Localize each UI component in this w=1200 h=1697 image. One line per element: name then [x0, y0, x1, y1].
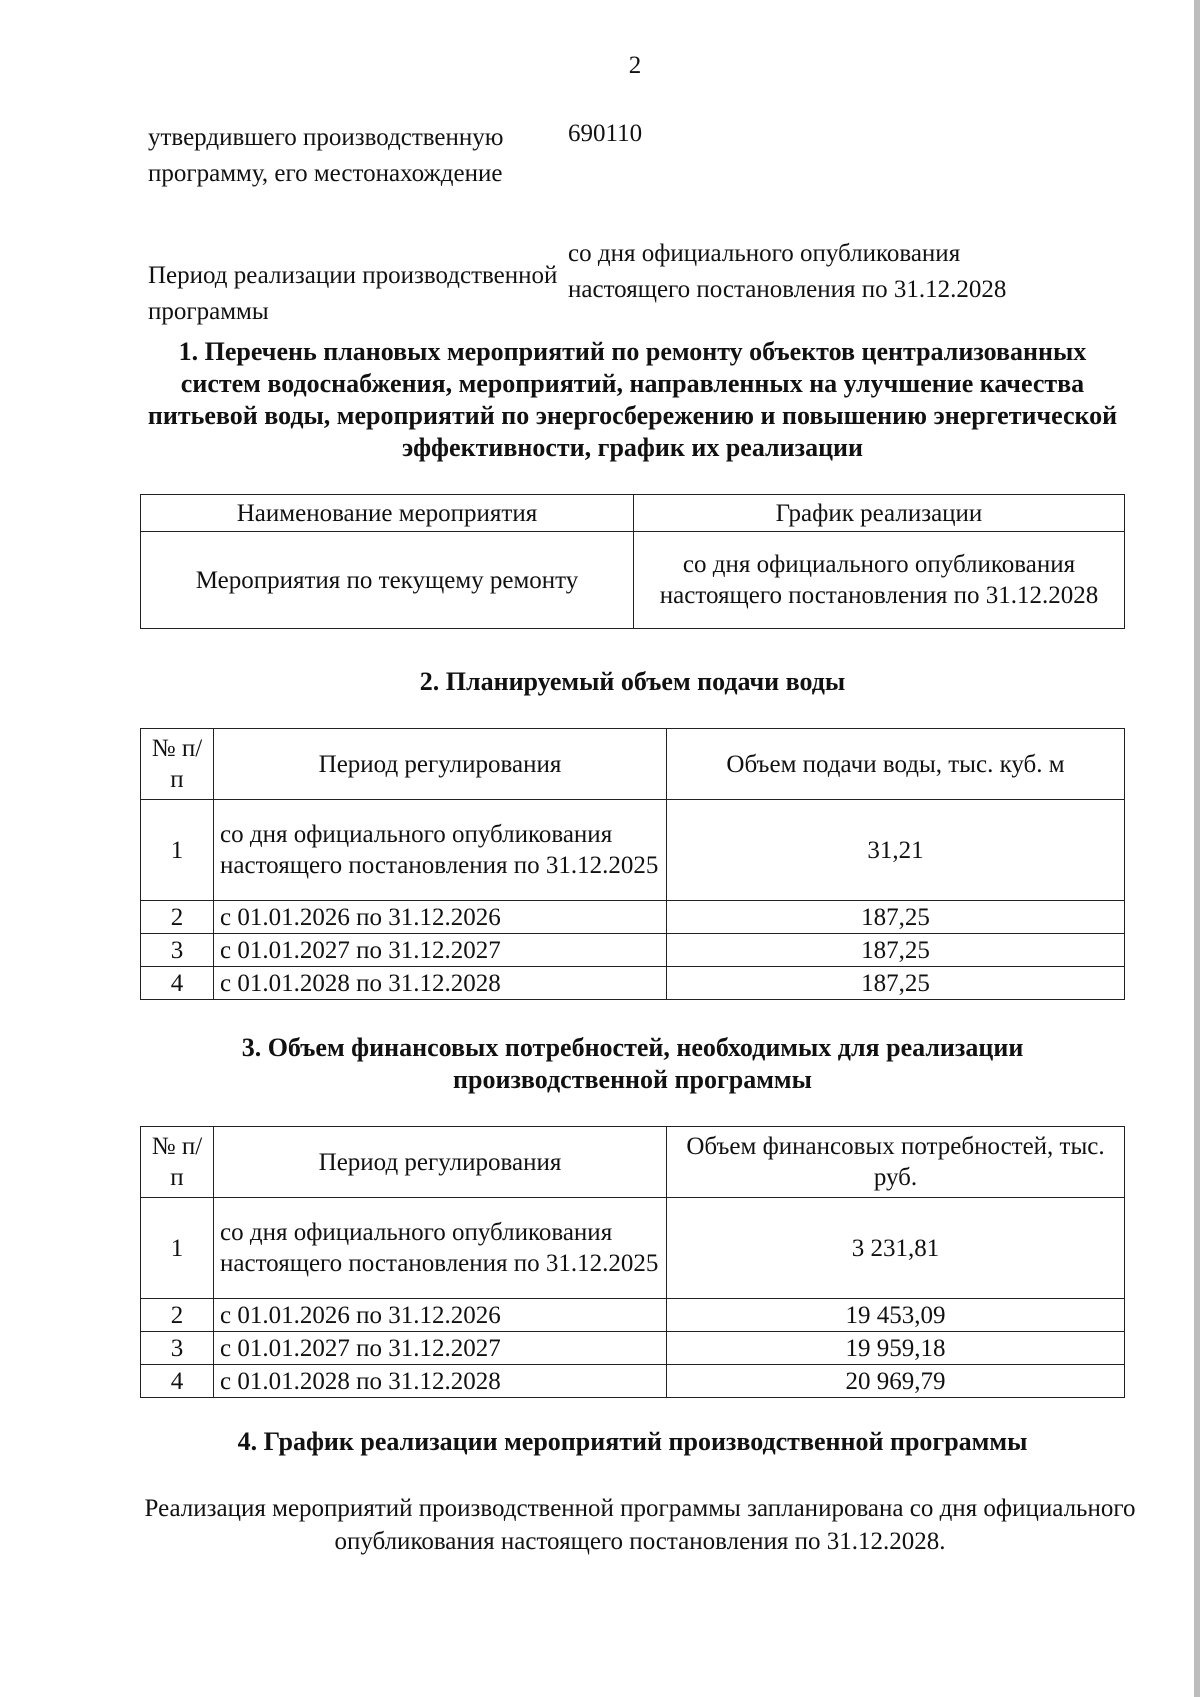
period-label: Период реализации производственной программы	[148, 262, 558, 325]
measure-name: Мероприятия по текущему ремонту	[141, 532, 634, 629]
header-period: Период регулирования	[214, 1127, 667, 1198]
header-number: № п/п	[141, 729, 214, 800]
row-period: с 01.01.2027 по 31.12.2027	[214, 1332, 667, 1365]
row-period: со дня официального опубликования настоящего постановления по 31.12.2025	[214, 800, 667, 901]
row-period: со дня официального опубликования настоящего постановления по 31.12.2025	[214, 1198, 667, 1299]
row-value: 19 959,18	[667, 1332, 1125, 1365]
header-financial-needs: Объем финансовых потребностей, тыс. руб.	[667, 1127, 1125, 1198]
approver-label: утвердившего производственную программу, его местонахождение	[148, 124, 504, 187]
header-period: Период регулирования	[214, 729, 667, 800]
meta-row-approver	[148, 116, 1098, 236]
program-meta	[148, 116, 1098, 330]
row-number: 3	[141, 1332, 214, 1365]
section-3-title: 3. Объем финансовых потребностей, необходимых для реализации производственной программы	[241, 1033, 1024, 1094]
row-number: 1	[141, 1198, 214, 1299]
row-number: 2	[141, 901, 214, 934]
section-measures	[140, 336, 1125, 629]
closing-paragraph: Реализация мероприятий производственной программы запланирована со дня официального опубликования настоящего постановления по 31.12.2028.	[144, 1495, 1136, 1555]
row-number: 2	[141, 1299, 214, 1332]
row-number: 4	[141, 1365, 214, 1398]
section-4-title: 4. График реализации мероприятий производственной программы	[237, 1427, 1028, 1456]
table-row	[141, 1299, 1125, 1332]
table-row	[141, 1332, 1125, 1365]
row-value: 31,21	[667, 800, 1125, 901]
row-value: 187,25	[667, 934, 1125, 967]
period-value: со дня официального опубликования настоящего постановления по 31.12.2028	[568, 240, 1007, 303]
row-number: 3	[141, 934, 214, 967]
table-row	[141, 800, 1125, 901]
table-row	[141, 1198, 1125, 1299]
row-period: с 01.01.2026 по 31.12.2026	[214, 1299, 667, 1332]
row-period: с 01.01.2028 по 31.12.2028	[214, 1365, 667, 1398]
header-measure-name: Наименование мероприятия	[141, 495, 634, 532]
measure-schedule: со дня официального опубликования настоящего постановления по 31.12.2028	[634, 532, 1125, 629]
table-header-row	[141, 1127, 1125, 1198]
table-row	[141, 934, 1125, 967]
water-volume-table	[140, 728, 1125, 1000]
approver-value: 690110	[568, 120, 643, 147]
section-1-title: 1. Перечень плановых мероприятий по ремонту объектов централизованных систем водоснабжения, мероприятий, направленных на улучшение качества питьевой воды, мероприятий по энергосбережению и повышению энергетической эффективности, график их реализации	[147, 337, 1118, 462]
header-number: № п/п	[141, 1127, 214, 1198]
table-header-row	[141, 729, 1125, 800]
row-value: 187,25	[667, 967, 1125, 1000]
header-water-volume: Объем подачи воды, тыс. куб. м	[667, 729, 1125, 800]
header-schedule: График реализации	[634, 495, 1125, 532]
measures-table	[140, 494, 1125, 629]
row-value: 3 231,81	[667, 1198, 1125, 1299]
section-schedule	[140, 1426, 1125, 1458]
row-period: с 01.01.2028 по 31.12.2028	[214, 967, 667, 1000]
financial-needs-table	[140, 1126, 1125, 1398]
row-value: 187,25	[667, 901, 1125, 934]
section-financial-needs	[140, 1032, 1125, 1398]
meta-row-period	[148, 236, 1098, 330]
row-period: с 01.01.2026 по 31.12.2026	[214, 901, 667, 934]
row-value: 20 969,79	[667, 1365, 1125, 1398]
page-number: 2	[628, 52, 642, 79]
scan-edge	[1194, 0, 1200, 1697]
table-row	[141, 532, 1125, 629]
row-value: 19 453,09	[667, 1299, 1125, 1332]
row-number: 4	[141, 967, 214, 1000]
table-row	[141, 901, 1125, 934]
table-row	[141, 1365, 1125, 1398]
row-period: с 01.01.2027 по 31.12.2027	[214, 934, 667, 967]
section-water-volume	[140, 666, 1125, 1000]
section-2-title: 2. Планируемый объем подачи воды	[419, 667, 846, 696]
table-header-row	[141, 495, 1125, 532]
table-row	[141, 967, 1125, 1000]
row-number: 1	[141, 800, 214, 901]
